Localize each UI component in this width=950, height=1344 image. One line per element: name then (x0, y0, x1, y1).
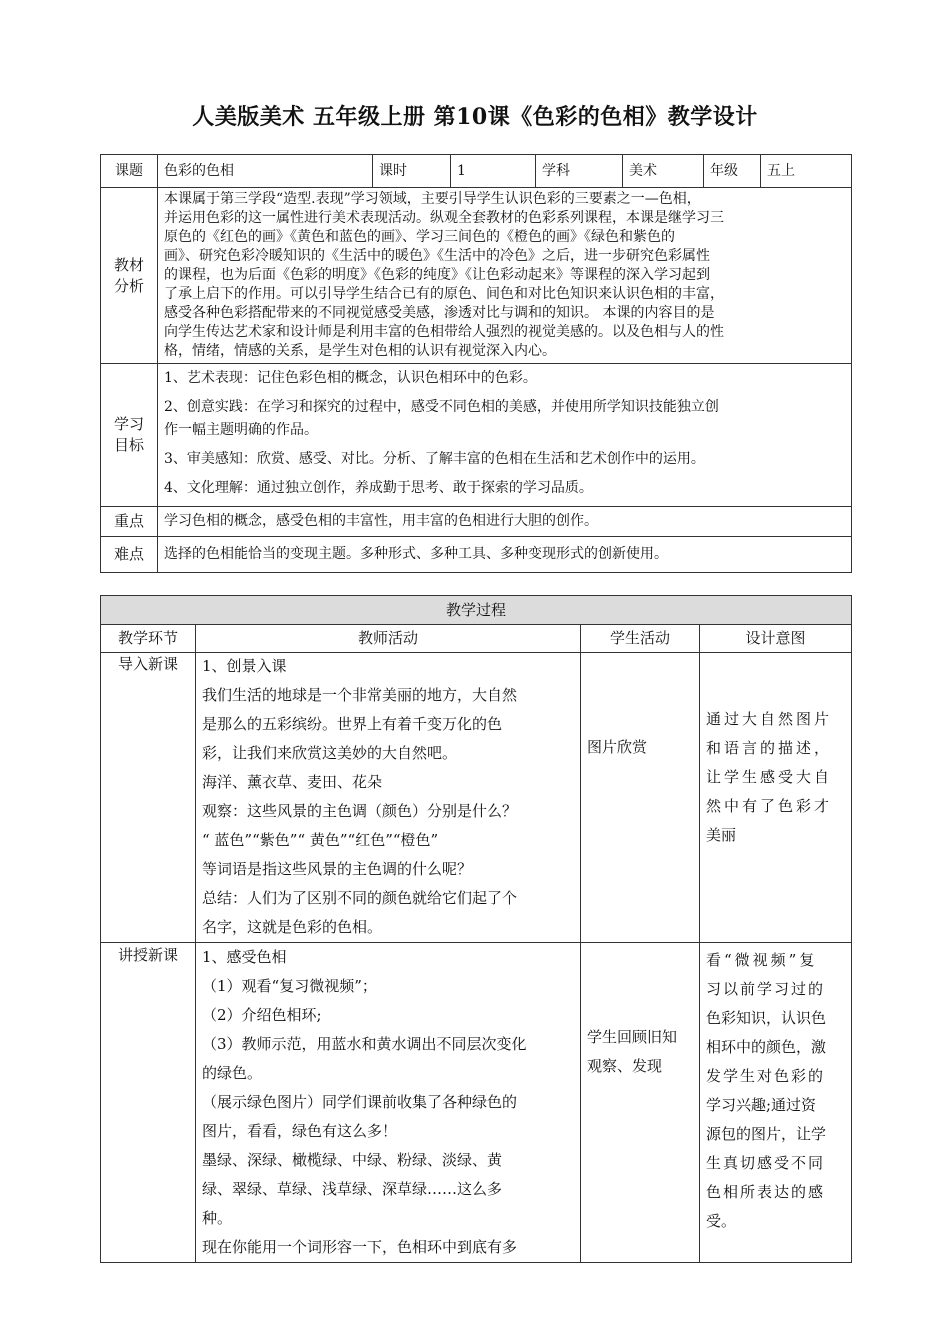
stage-cell: 讲授新课 (101, 943, 196, 1263)
intent-line: 发学生对色彩的 (706, 1067, 826, 1085)
intent-line: 和语言的描述， (706, 739, 833, 757)
intent-line: 色相所表达的感 (706, 1183, 826, 1201)
key-point-row (101, 507, 852, 537)
analysis-line: 格，情绪，情感的关系，是学生对色相的认识有视觉深入内心。 (164, 343, 556, 359)
teacher-line: 种。 (202, 1209, 233, 1227)
goal-2-cont: 作一幅主题明确的作品。 (164, 422, 318, 438)
teacher-line: 是那么的五彩缤纷。世界上有着千变万化的色 (202, 715, 503, 733)
teacher-line: （2）介绍色相环; (202, 1006, 322, 1024)
analysis-line: 原色的《红色的画》《黄色和蓝色的画》、学习三间色的《橙色的画》《绿色和紫色的 (164, 229, 675, 245)
teacher-line: 墨绿、深绿、橄榄绿、中绿、粉绿、淡绿、黄 (202, 1151, 503, 1169)
goal-2: 2、创意实践：在学习和探究的过程中，感受不同色相的美感，并使用所学知识技能独立创 (164, 399, 719, 415)
difficulty-label: 难点 (101, 537, 158, 573)
analysis-line: 了承上启下的作用。可以引导学生结合已有的原色、间色和对比色知识来认识色相的丰富， (164, 286, 724, 302)
teacher-line: （展示绿色图片）同学们课前收集了各种绿色的 (202, 1093, 518, 1111)
goal-3: 3、审美感知：欣赏、感受、对比。分析、了解丰富的色相在生活和艺术创作中的运用。 (164, 451, 705, 467)
student-activity: 图片欣赏 (581, 653, 700, 943)
analysis-text (158, 188, 852, 364)
intent-line: 源包的图片，让学 (706, 1125, 827, 1143)
intent-line: 生真切感受不同 (706, 1154, 826, 1172)
process-columns-row (101, 625, 852, 653)
teaching-process-table (100, 595, 852, 1263)
intent-line: 相环中的颜色，激 (706, 1038, 827, 1056)
intent-line: 习以前学习过的 (706, 980, 826, 998)
design-intent (700, 653, 852, 943)
teacher-line: 绿、翠绿、草绿、浅草绿、深草绿……这么多 (202, 1180, 503, 1198)
teacher-line: 观察：这些风景的主色调（颜色）分别是什么？ (202, 802, 518, 820)
teacher-line: 名字，这就是色彩的色相。 (202, 918, 383, 936)
process-row-new (101, 943, 852, 1263)
teacher-line: （3）教师示范，用蓝水和黄水调出不同层次变化 (202, 1035, 527, 1053)
design-intent (700, 943, 852, 1263)
intent-line: 美丽 (706, 826, 737, 844)
goal-4: 4、文化理解：通过独立创作，养成勤于思考、敢于探索的学习品质。 (164, 480, 593, 496)
teacher-line: “ 蓝色”“紫色”“ 黄色”“红色”“橙色” (202, 831, 439, 849)
teacher-line: 等词语是指这些风景的主色调的什么呢？ (202, 860, 473, 878)
grade-value: 五上 (761, 155, 852, 188)
intent-line: 学习兴趣;通过资 (706, 1096, 817, 1114)
goals-row (101, 364, 852, 507)
student-activity (581, 943, 700, 1263)
teacher-line: 现在你能用一个词形容一下，色相环中到底有多 (202, 1238, 518, 1256)
goal-1: 1、艺术表现：记住色彩色相的概念，认识色相环中的色彩。 (164, 370, 537, 386)
analysis-line: 向学生传达艺术家和设计师是利用丰富的色相带给人强烈的视觉美感的。以及色相与人的性 (164, 324, 724, 340)
goals-label: 学习 目标 (101, 364, 158, 507)
intent-line: 让学生感受大自 (706, 768, 833, 786)
teacher-activity (196, 943, 581, 1263)
teacher-line: （1）观看“复习微视频”； (202, 977, 377, 995)
difficulty-text: 选择的色相能恰当的变现主题。多种形式、多种工具、多种变现形式的创新使用。 (158, 537, 852, 573)
col-teacher: 教师活动 (196, 625, 581, 653)
info-row (101, 155, 852, 188)
course-label: 课题 (101, 155, 158, 188)
teacher-line: 海洋、薰衣草、麦田、花朵 (202, 773, 383, 791)
intent-line: 看“微视频”复 (706, 951, 818, 969)
document-title: 人美版美术 五年级上册 第10课《色彩的色相》教学设计 (192, 104, 758, 130)
teacher-line: 总结：人们为了区别不同的颜色就给它们起了个 (202, 889, 518, 907)
analysis-line: 的课程，也为后面《色彩的明度》《色彩的纯度》《让色彩动起来》等课程的深入学习起到 (164, 267, 710, 283)
subject-value: 美术 (623, 155, 704, 188)
difficulty-row (101, 537, 852, 573)
student-line: 观察、发现 (587, 1057, 663, 1075)
subject-label: 学科 (536, 155, 623, 188)
lesson-info-table (100, 154, 852, 573)
student-line: 学生回顾旧知 (587, 1028, 678, 1046)
intent-line: 然中有了色彩才 (706, 797, 833, 815)
teacher-line: 我们生活的地球是一个非常美丽的地方，大自然 (202, 686, 518, 704)
analysis-line: 感受各种色彩搭配带来的不同视觉感受美感，渗透对比与调和的知识。 本课的内容目的是 (164, 305, 715, 321)
col-student: 学生活动 (581, 625, 700, 653)
process-row-intro (101, 653, 852, 943)
teacher-line: 图片，看看，绿色有这么多！ (202, 1122, 398, 1140)
stage-cell: 导入新课 (101, 653, 196, 943)
process-header: 教学过程 (101, 596, 852, 625)
course-value: 色彩的色相 (158, 155, 373, 188)
col-intent: 设计意图 (700, 625, 852, 653)
intent-line: 色彩知识，认识色 (706, 1009, 827, 1027)
analysis-line: 并运用色彩的这一属性进行美术表现活动。纵观全套教材的色彩系列课程，本课是继学习三 (164, 210, 724, 226)
analysis-line: 本课属于第三学段“造型.表现”学习领域，主要引导学生认识色彩的三要素之一—色相， (164, 191, 701, 207)
intent-line: 受。 (706, 1212, 737, 1230)
grade-label: 年级 (704, 155, 761, 188)
goals-text (158, 364, 852, 507)
analysis-line: 画》、研究色彩冷暖知识的《生活中的暖色》《生活中的冷色》之后，进一步研究色彩属性 (164, 248, 710, 264)
teacher-line: 1、创景入课 (202, 657, 287, 675)
teacher-line: 彩，让我们来欣赏这美妙的大自然吧。 (202, 744, 458, 762)
teacher-line: 1、感受色相 (202, 948, 287, 966)
teacher-line: 的绿色。 (202, 1064, 263, 1082)
teacher-activity (196, 653, 581, 943)
intent-line: 通过大自然图片 (706, 710, 833, 728)
analysis-row (101, 188, 852, 364)
process-header-row (101, 596, 852, 625)
hours-value: 1 (451, 155, 536, 188)
key-point-text: 学习色相的概念，感受色相的丰富性，用丰富的色相进行大胆的创作。 (158, 507, 852, 537)
analysis-label: 教材 分析 (101, 188, 158, 364)
key-point-label: 重点 (101, 507, 158, 537)
col-stage: 教学环节 (101, 625, 196, 653)
hours-label: 课时 (373, 155, 451, 188)
